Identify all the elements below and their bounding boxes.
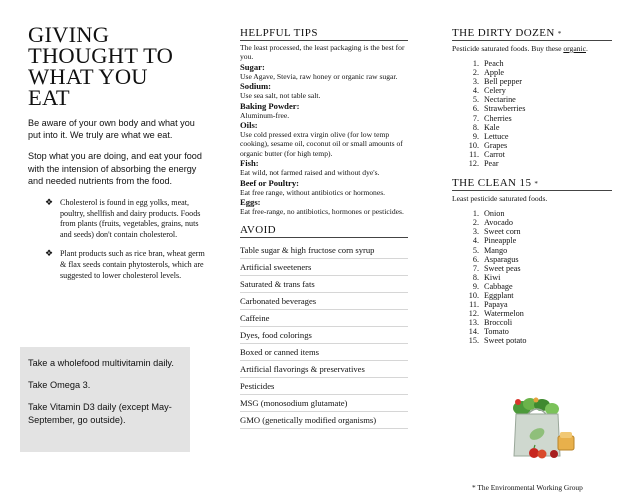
list-item: 8. Kiwi <box>472 272 501 282</box>
list-item: 6. Asparagus <box>472 254 519 264</box>
footnote: * The Environmental Working Group <box>472 483 583 492</box>
tip-text: Aluminum-free. <box>240 110 290 120</box>
list-item: 3. Bell pepper <box>472 77 522 87</box>
cholesterol-bullets <box>28 198 206 281</box>
avoid-item: Carbonated beverages <box>240 293 408 310</box>
list-item: 1. Peach <box>472 59 504 68</box>
tip-text: Use sea salt, not table salt. <box>240 91 321 101</box>
list-item: ❖ Plant products such as rice bran, wheat germ & flax seeds contain phytosterols, which are suggested to lower cholesterol levels. <box>45 248 205 280</box>
list-item: 12. Pear <box>468 159 499 169</box>
list-item: 12. Watermelon <box>468 309 524 319</box>
intro-paragraph: Stop what you are doing, and eat your food with the intension of absorbing the energy and needed nutrients from the food. <box>28 151 202 186</box>
list-item: ❖ Cholesterol is found in egg yolks, meat, poultry, shellfish and dairy products. Foods from plants (fruits, vegetables, grains, nuts and seeds) don't contain cholesterol. <box>45 197 201 239</box>
avoid-item: MSG (monosodium glutamate) <box>240 395 408 412</box>
supplement-item: Take Vitamin D3 daily (except May-September, go outside). <box>28 402 172 425</box>
list-item: 14. Tomato <box>468 327 509 337</box>
dirty-dozen-list <box>452 59 612 168</box>
list-item: 15. Sweet potato <box>468 336 527 346</box>
avoid-item: Artificial sweeteners <box>240 259 408 276</box>
list-item: 8. Kale <box>472 122 500 132</box>
title-line: THOUGHT TO <box>28 43 174 68</box>
clean-15-heading: THE CLEAN 15 * <box>452 177 612 191</box>
list-item: 1. Onion <box>472 209 505 219</box>
list-item: 4. Pineapple <box>472 236 517 246</box>
avoid-item: Caffeine <box>240 310 408 327</box>
title-line: GIVING <box>28 22 110 47</box>
diamond-bullet-icon: ❖ <box>45 248 54 259</box>
title-line: EAT <box>28 85 70 110</box>
tips-list <box>240 43 408 216</box>
tips-intro: The least processed, the least packaging is the best for you. <box>240 43 405 62</box>
list-item: 9. Lettuce <box>472 131 509 141</box>
title-line: WHAT YOU <box>28 64 148 89</box>
tip-label: Beef or Poultry: <box>240 177 300 188</box>
supplements-box <box>20 347 190 452</box>
avoid-item: GMO (genetically modified organisms) <box>240 412 408 429</box>
list-item: 2. Avocado <box>472 218 513 228</box>
avoid-item: Boxed or canned items <box>240 344 408 361</box>
avoid-list <box>240 242 408 429</box>
dirty-dozen-subtitle: Pesticide saturated foods. Buy these organic. <box>452 44 588 53</box>
tip-text: Eat free-range, no antibiotics, hormones or pesticides. <box>240 207 404 217</box>
diamond-bullet-icon: ❖ <box>45 197 54 208</box>
list-item: 5. Nectarine <box>472 95 516 105</box>
list-item: 4. Celery <box>472 86 506 96</box>
avoid-heading: AVOID <box>240 224 408 238</box>
tip-text: Use Agave, Stevia, raw honey or organic raw sugar. <box>240 71 398 81</box>
avoid-item: Table sugar & high fructose corn syrup <box>240 242 408 259</box>
list-item: 10. Eggplant <box>468 290 514 300</box>
list-item: 7. Sweet peas <box>472 263 521 273</box>
tip-text: Eat wild, not farmed raised and without dye's. <box>240 168 380 178</box>
tip-label: Sodium: <box>240 81 272 92</box>
list-item: 7. Cherries <box>472 113 512 123</box>
list-item: 13. Broccoli <box>468 318 513 328</box>
tip-text: Use cold pressed extra virgin olive (for low temp cooking), sesame oil, coconut oil or small amounts of organic butter (for high temp). <box>240 130 403 158</box>
asterisk-marker: * <box>557 30 562 38</box>
tip-label: Baking Powder: <box>240 100 300 111</box>
tip-text: Eat free range, without antibiotics or hormones. <box>240 187 386 197</box>
asterisk-marker: * <box>534 180 539 189</box>
grocery-bag-icon <box>508 396 578 460</box>
dirty-dozen-heading: THE DIRTY DOZEN * <box>452 27 612 41</box>
intro-column <box>28 24 206 290</box>
list-item: 9. Cabbage <box>472 281 513 291</box>
clean-15-list <box>452 209 612 345</box>
list-item: 5. Mango <box>472 245 508 255</box>
produce-column <box>452 27 612 346</box>
avoid-item: Saturated & trans fats <box>240 276 408 293</box>
page-title <box>28 24 206 108</box>
avoid-item: Artificial flavorings & preservatives <box>240 361 408 378</box>
supplement-item: Take Omega 3. <box>28 380 91 391</box>
tip-label: Eggs: <box>240 197 261 208</box>
list-item: 3. Sweet corn <box>472 227 521 237</box>
helpful-tips-heading: HELPFUL TIPS <box>240 27 408 41</box>
list-item: 2. Apple <box>472 68 505 78</box>
avoid-item: Pesticides <box>240 378 408 395</box>
tip-label: Oils: <box>240 120 258 131</box>
list-item: 10. Grapes <box>468 140 508 150</box>
intro-paragraph: Be aware of your own body and what you put into it. We truly are what we eat. <box>28 118 195 141</box>
clean-15-subtitle: Least pesticide saturated foods. <box>452 194 548 204</box>
tips-column <box>240 27 408 429</box>
organic-link: organic <box>563 44 586 53</box>
list-item: 6. Strawberries <box>472 104 526 114</box>
list-item: 11. Papaya <box>469 300 508 310</box>
avoid-item: Dyes, food colorings <box>240 327 408 344</box>
tip-label: Sugar: <box>240 61 265 72</box>
supplement-item: Take a wholefood multivitamin daily. <box>28 358 174 368</box>
list-item: 11. Carrot <box>469 149 505 159</box>
tip-label: Fish: <box>240 158 259 169</box>
